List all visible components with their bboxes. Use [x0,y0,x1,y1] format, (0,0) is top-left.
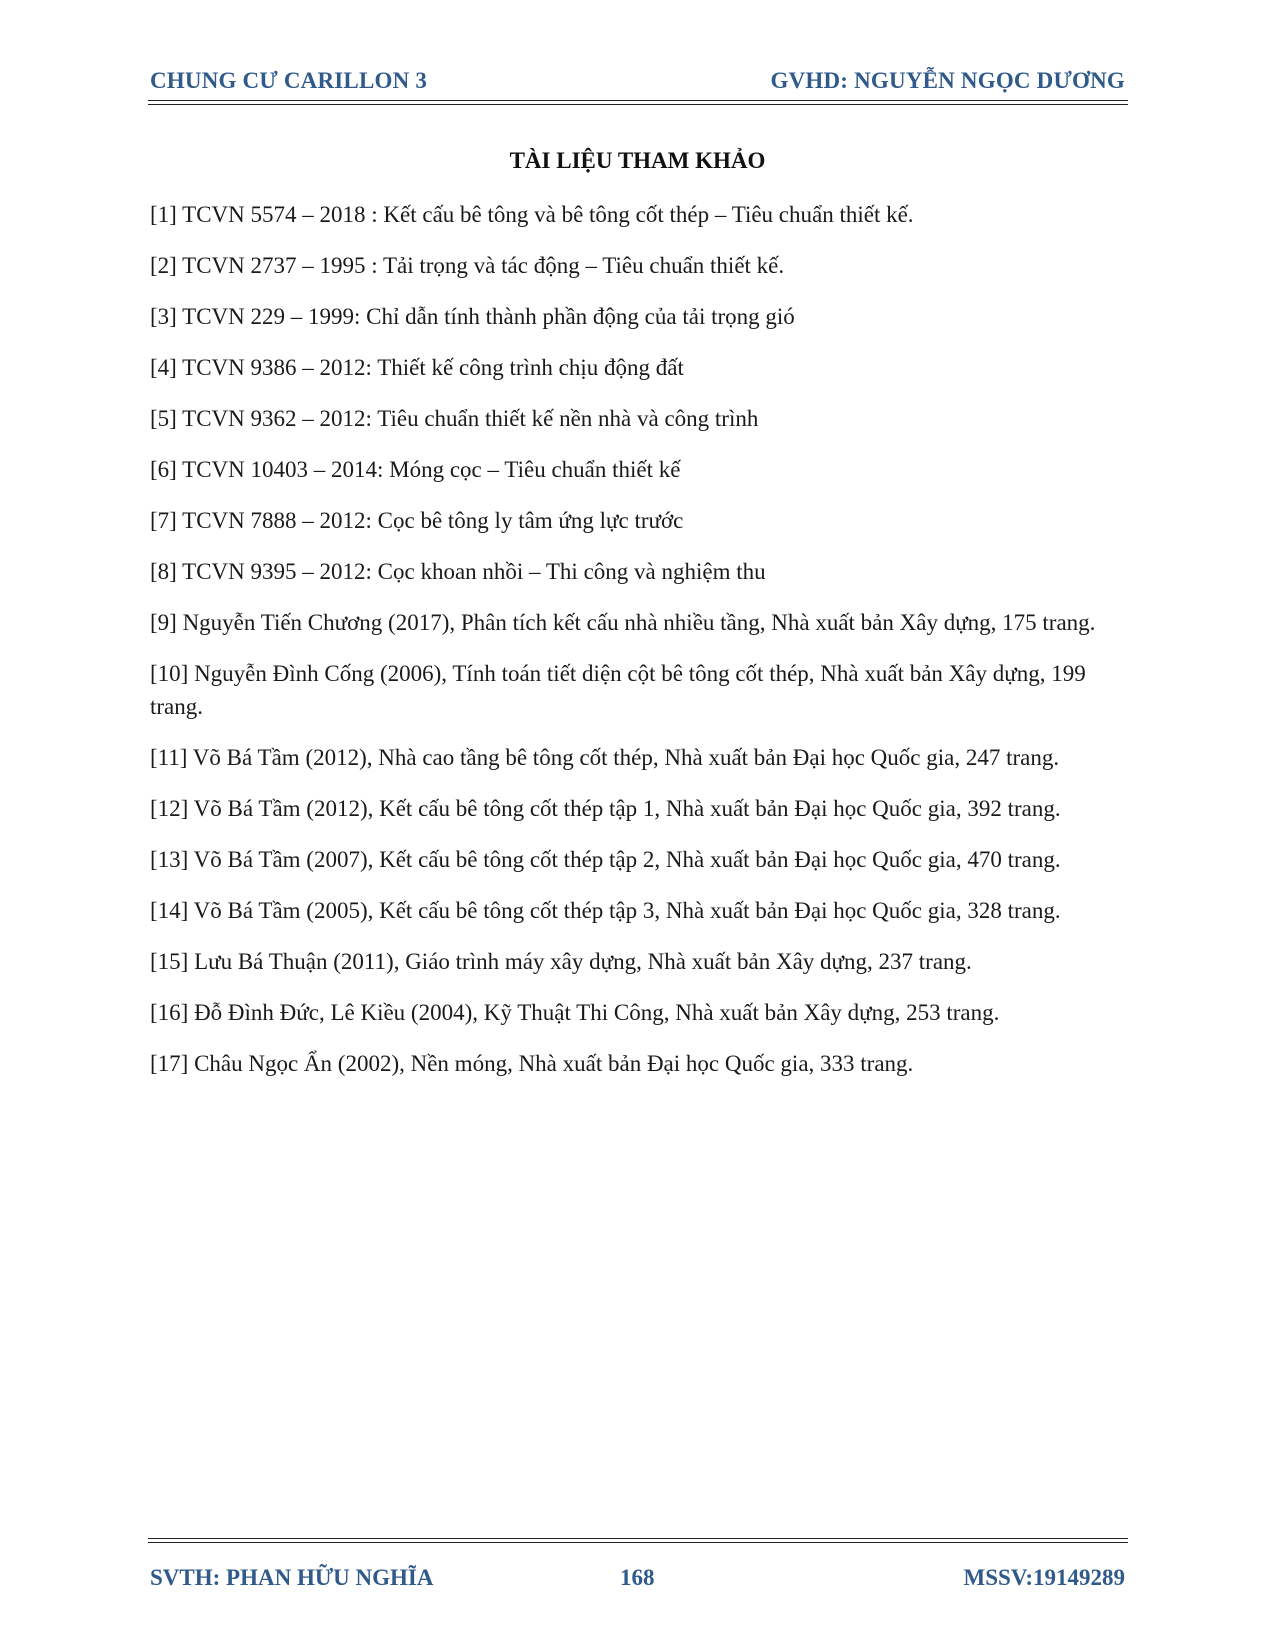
page-title: TÀI LIỆU THAM KHẢO [509,148,766,173]
reference-item: [10] Nguyễn Đình Cống (2006), Tính toán tiết diện cột bê tông cốt thép, Nhà xuất bản Xây dựng, 199 trang. [150,661,1086,719]
reference-item: [8] TCVN 9395 – 2012: Cọc khoan nhồi – Thi công và nghiệm thu [150,559,766,584]
page-number: 168 [620,1565,655,1590]
reference-item: [5] TCVN 9362 – 2012: Tiêu chuẩn thiết kế nền nhà và công trình [150,406,759,431]
header-project-name: CHUNG CƯ CARILLON 3 [150,68,428,93]
footer-divider [148,1538,1128,1543]
reference-list [150,198,1126,1098]
header-supervisor: GVHD: NGUYỄN NGỌC DƯƠNG [770,68,1125,93]
reference-item: [3] TCVN 229 – 1999: Chỉ dẫn tính thành phần động của tải trọng gió [150,304,795,329]
reference-item: [2] TCVN 2737 – 1995 : Tải trọng và tác động – Tiêu chuẩn thiết kế. [150,253,785,278]
header-divider [148,100,1128,105]
reference-item: [6] TCVN 10403 – 2014: Móng cọc – Tiêu chuẩn thiết kế [150,457,681,482]
reference-item: [16] Đỗ Đình Đức, Lê Kiều (2004), Kỹ Thuật Thi Công, Nhà xuất bản Xây dựng, 253 trang. [150,1000,1000,1025]
reference-item: [7] TCVN 7888 – 2012: Cọc bê tông ly tâm ứng lực trước [150,508,684,533]
reference-item: [11] Võ Bá Tầm (2012), Nhà cao tầng bê tông cốt thép, Nhà xuất bản Đại học Quốc gia, 247 trang. [150,745,1060,770]
reference-item: [12] Võ Bá Tầm (2012), Kết cấu bê tông cốt thép tập 1, Nhà xuất bản Đại học Quốc gia, 392 trang. [150,796,1061,821]
reference-item: [17] Châu Ngọc Ẩn (2002), Nền móng, Nhà xuất bản Đại học Quốc gia, 333 trang. [150,1051,914,1076]
reference-item: [4] TCVN 9386 – 2012: Thiết kế công trình chịu động đất [150,355,684,380]
reference-item: [1] TCVN 5574 – 2018 : Kết cấu bê tông và bê tông cốt thép – Tiêu chuẩn thiết kế. [150,202,914,227]
footer-student-id: MSSV:19149289 [963,1565,1125,1590]
page-footer [150,1565,1125,1599]
reference-item: [13] Võ Bá Tầm (2007), Kết cấu bê tông cốt thép tập 2, Nhà xuất bản Đại học Quốc gia, 470 trang. [150,847,1061,872]
reference-item: [14] Võ Bá Tầm (2005), Kết cấu bê tông cốt thép tập 3, Nhà xuất bản Đại học Quốc gia, 328 trang. [150,898,1061,923]
footer-student-name: SVTH: PHAN HỮU NGHĨA [150,1565,434,1590]
reference-item: [15] Lưu Bá Thuận (2011), Giáo trình máy xây dựng, Nhà xuất bản Xây dựng, 237 trang. [150,949,972,974]
page-header [150,68,1125,104]
reference-item: [9] Nguyễn Tiến Chương (2017), Phân tích kết cấu nhà nhiều tầng, Nhà xuất bản Xây dựng, 175 trang. [150,610,1096,635]
